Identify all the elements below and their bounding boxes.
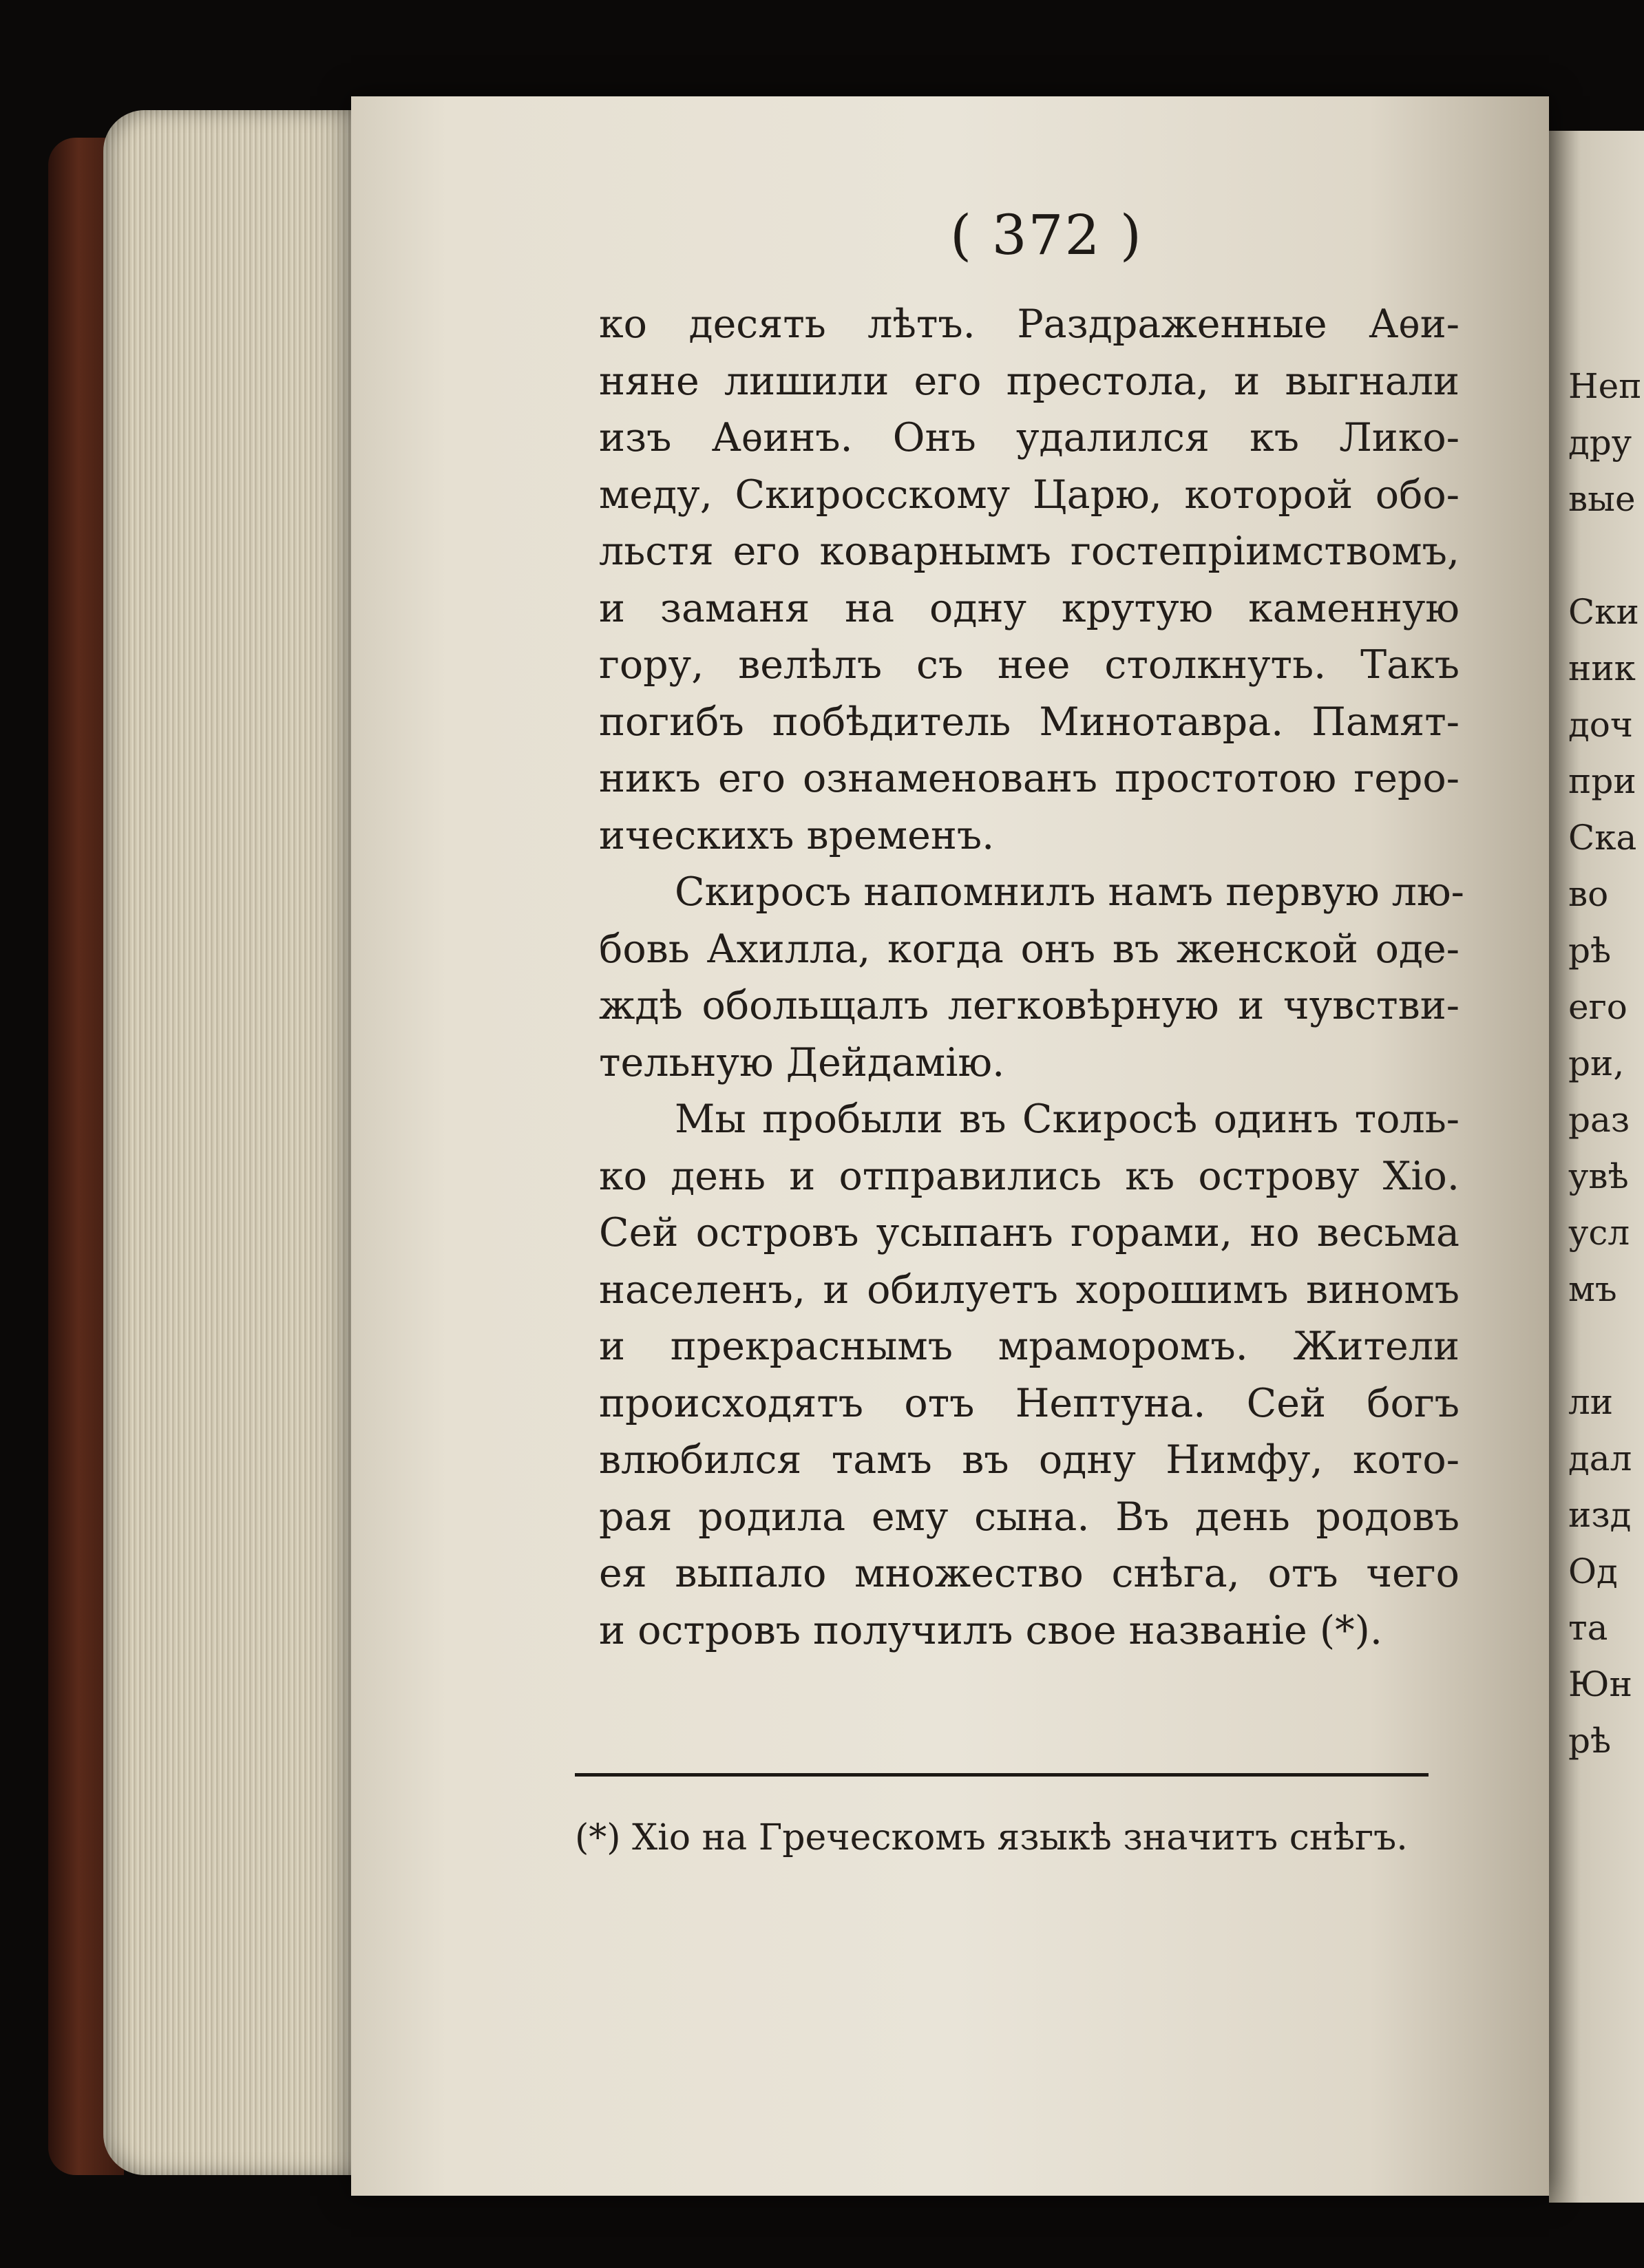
facing-line: дру (1568, 423, 1632, 463)
text-line: Сей островъ усыпанъ горами, но весьма (599, 1210, 1459, 1255)
page-block-edge (103, 110, 379, 2175)
facing-line: его (1568, 987, 1627, 1027)
text-line: и прекраснымъ мраморомъ. Жители (599, 1324, 1459, 1369)
facing-line: усл (1568, 1213, 1630, 1253)
text-line: бовь Ахилла, когда онъ въ женской оде- (599, 926, 1459, 972)
text-line: Скиросъ напомнилъ намъ первую лю- (675, 869, 1464, 915)
facing-line: та (1568, 1608, 1608, 1648)
text-line: населенъ, и обилуетъ хорошимъ виномъ (599, 1267, 1459, 1313)
facing-line: рѣ (1568, 1721, 1612, 1761)
text-line: няне лишили его престола, и выгнали (599, 358, 1459, 404)
page-number: ( 372 ) (950, 203, 1143, 267)
facing-line: ник (1568, 648, 1636, 688)
facing-line: дал (1568, 1439, 1632, 1479)
text-line: и островъ получилъ свое названіе (*). (599, 1607, 1382, 1653)
text-line: ко десять лѣтъ. Раздраженные Аѳи- (599, 301, 1459, 347)
facing-line: Ски (1568, 592, 1639, 632)
facing-line: Неп (1568, 366, 1642, 406)
facing-line: Од (1568, 1551, 1618, 1591)
facing-line: мъ (1568, 1269, 1617, 1309)
text-line: ждѣ обольщалъ легковѣрную и чувстви- (599, 983, 1459, 1028)
text-line: изъ Аѳинъ. Онъ удалился къ Лико- (599, 415, 1459, 460)
facing-page-text (1568, 358, 1644, 1769)
text-line: льстя его коварнымъ гостепріимствомъ, (599, 529, 1459, 574)
facing-line: изд (1568, 1495, 1632, 1535)
text-line: погибъ побѣдитель Минотавра. Памят- (599, 699, 1459, 745)
facing-line: во (1568, 874, 1609, 914)
facing-line: вые (1568, 479, 1636, 519)
text-line: и заманя на одну крутую каменную (599, 585, 1459, 631)
text-line: никъ его ознаменованъ простотою геро- (599, 756, 1459, 801)
facing-line: при (1568, 761, 1636, 801)
facing-line: Ска (1568, 818, 1637, 858)
text-line: влюбился тамъ въ одну Нимфу, кото- (599, 1437, 1459, 1483)
text-line: ея выпало множество снѣга, отъ чего (599, 1551, 1459, 1596)
facing-line: доч (1568, 705, 1633, 745)
facing-line: ри, (1568, 1043, 1625, 1083)
text-line: происходятъ отъ Нептуна. Сей богъ (599, 1380, 1459, 1426)
text-line: Мы пробыли въ Скиросѣ одинъ толь- (675, 1096, 1459, 1142)
text-line: гору, велѣлъ съ нее столкнуть. Такъ (599, 642, 1459, 688)
facing-line: раз (1568, 1100, 1630, 1140)
footnote-divider (575, 1773, 1429, 1777)
text-line: рая родила ему сына. Въ день родовъ (599, 1494, 1459, 1540)
text-line: ическихъ временъ. (599, 812, 995, 858)
text-line: тельную Дейдамію. (599, 1039, 1005, 1085)
facing-line: ли (1568, 1382, 1614, 1422)
facing-gap (1568, 1317, 1644, 1374)
page-body-text (599, 296, 1464, 1659)
text-line: ко день и отправились къ острову Хіо. (599, 1153, 1459, 1199)
facing-line: рѣ (1568, 931, 1612, 971)
facing-line: увѣ (1568, 1156, 1629, 1196)
text-line: меду, Скиросскому Царю, которой обо- (599, 471, 1459, 518)
facing-gap (1568, 527, 1644, 584)
footnote: (*) Хіо на Греческомъ языкѣ значитъ снѣгъ. (575, 1817, 1408, 1858)
facing-line: Юн (1568, 1664, 1632, 1704)
